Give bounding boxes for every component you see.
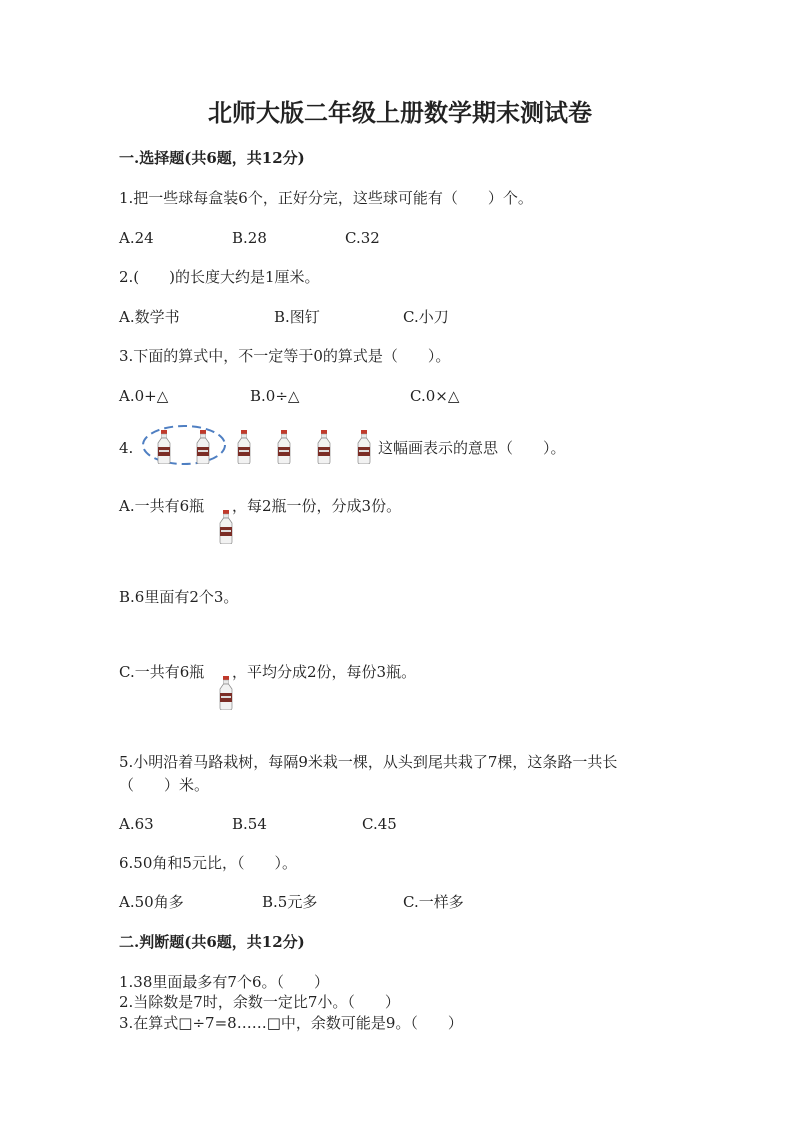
q2-option-b: B.图钉 xyxy=(274,308,320,326)
bottle-image xyxy=(195,430,211,464)
q3-stem: 3.下面的算式中，不一定等于0的算式是（ ）。 xyxy=(119,347,451,365)
q1-stem: 1.把一些球每盒装6个，正好分完，这些球可能有（ ）个。 xyxy=(119,189,533,207)
section2-heading: 二.判断题(共6题，共12分) xyxy=(119,933,305,951)
judge-item: 3.在算式□÷7=8……□中，余数可能是9。（ ） xyxy=(119,1014,463,1032)
q5-stem-line2: （ ）米。 xyxy=(119,776,210,794)
q5-option-b: B.54 xyxy=(232,815,267,833)
q4-stem: 这幅画表示的意思（ ）。 xyxy=(378,439,566,457)
q6-option-a: A.50角多 xyxy=(119,893,184,911)
q3-option-a: A.0+△ xyxy=(119,387,169,405)
q5-stem-line1: 5.小明沿着马路栽树，每隔9米栽一棵，从头到尾共栽了7棵，这条路一共长 xyxy=(119,753,618,771)
page-title: 北师大版二年级上册数学期末测试卷 xyxy=(208,98,592,127)
bottle-image xyxy=(276,430,292,464)
q2-option-a: A.数学书 xyxy=(119,308,180,326)
grouping-ring xyxy=(141,424,227,466)
q3-option-b: B.0÷△ xyxy=(250,387,300,405)
q6-option-b: B.5元多 xyxy=(262,893,318,911)
q6-stem: 6.50角和5元比，（ ）。 xyxy=(119,854,297,872)
q4-option-c: C.一共有6瓶 xyxy=(119,663,205,681)
bottle-image xyxy=(156,430,172,464)
q4-option-a: A.一共有6瓶 xyxy=(119,497,205,515)
bottle-image xyxy=(356,430,372,464)
q1-option-a: A.24 xyxy=(119,229,154,247)
section1-heading: 一.选择题(共6题，共12分) xyxy=(119,149,305,167)
judge-item: 2.当除数是7时，余数一定比7小。（ ） xyxy=(119,993,400,1011)
q2-stem: 2.( )的长度大约是1厘米。 xyxy=(119,268,320,286)
q2-option-c: C.小刀 xyxy=(403,308,449,326)
q1-option-c: C.32 xyxy=(345,229,380,247)
q1-option-b: B.28 xyxy=(232,229,267,247)
q3-option-c: C.0×△ xyxy=(410,387,460,405)
q4-option-b: B.6里面有2个3。 xyxy=(119,588,239,606)
judge-item: 1.38里面最多有7个6。（ ） xyxy=(119,973,329,991)
q5-option-a: A.63 xyxy=(119,815,154,833)
q4-number: 4. xyxy=(119,439,134,457)
q6-option-c: C.一样多 xyxy=(403,893,464,911)
q4-option-a-tail: ，每2瓶一份，分成3份。 xyxy=(232,497,402,515)
q5-option-c: C.45 xyxy=(362,815,397,833)
q4-option-c-tail: ，平均分成2份，每份3瓶。 xyxy=(232,663,417,681)
bottle-image xyxy=(236,430,252,464)
bottle-image xyxy=(316,430,332,464)
